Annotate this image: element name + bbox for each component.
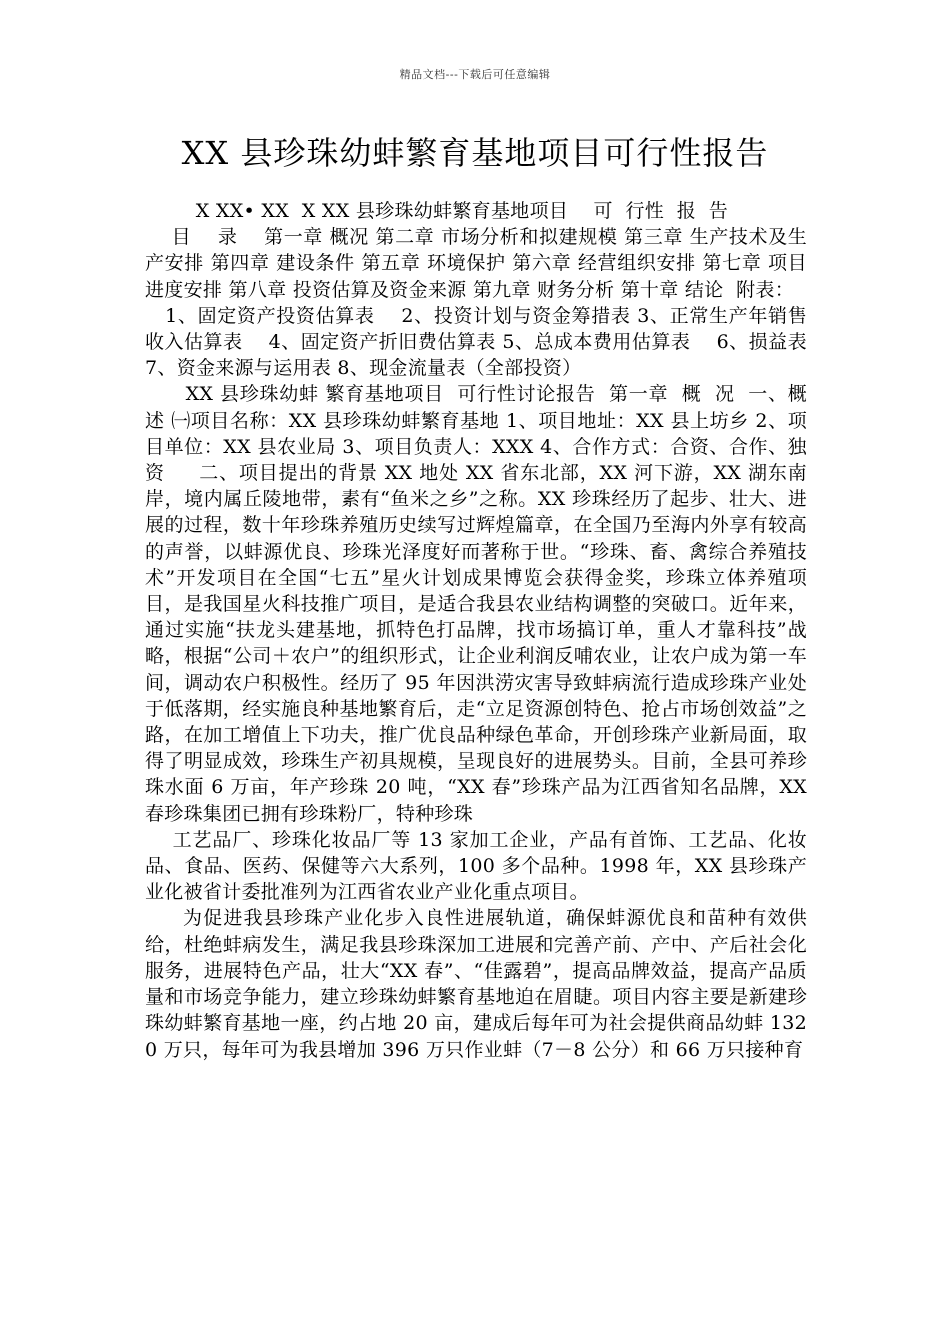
project-purpose-paragraph: 为促进我县珍珠产业化步入良性进展轨道，确保蚌源优良和苗种有效供给，杜绝蚌病发生，满足我县珍珠深加工进展和完善产前、产中、产后社会化服务，进展特色产品，壮大“XX 春”、“佳露碧”，提高品牌效益，提高产品质量和市场竞争能力，建立珍珠幼蚌繁育基地迫在眉睫。项目内容主要是新建珍珠幼蚌繁育基地一座，约占地 20 亩，建成后每年可为社会提供商品幼蚌 1320 万只，每年可为我县增加 396 万只作业蚌（7－8 公分）和 66 万只接种育 [145, 907, 807, 1061]
page-header-watermark: 精品文档---下载后可任意编辑 [399, 68, 551, 81]
document-title: XX 县珍珠幼蚌繁育基地项目可行性报告 [181, 134, 769, 172]
chapter-one-overview: XX 县珍珠幼蚌 繁育基地项目 可行性讨论报告 第一章 概 况 一、概述 ㈠项目名称：XX 县珍珠幼蚌繁育基地 1、项目地址：XX 县上坊乡 2、项目单位：XX 县农业局 3、项目负责人：XXX 4、合作方式：合资、合作、独资 二、项目提出的背景 XX 地处 XX 省东北部，XX 河下游，XX 湖东南岸，境内属丘陵地带，素有“鱼米之乡”之称。XX 珍珠经历了起步、壮大、进展的过程，数十年珍珠养殖历史续写过辉煌篇章，在全国乃至海内外享有较高的声誉，以蚌源优良、珍珠光泽度好而著称于世。“珍珠、畜、禽综合养殖技术”开发项目在全国“七五”星火计划成果博览会获得金奖，珍珠立体养殖项目，是我国星火科技推广项目，是适合我县农业结构调整的突破口。近年来，通过实施“扶龙头建基地，抓特色打品牌，找市场搞订单，重人才靠科技”战略，根据“公司＋农户”的组织形式，让企业利润反哺农业，让农户成为第一车间，调动农户积极性。经历了 95 年因洪涝灾害导致蚌病流行造成珍珠产业处于低落期，经实施良种基地繁育后，走“立足资源创特色、抢占市场创效益”之路，在加工增值上下功夫，推广优良品种绿色革命，开创珍珠产业新局面，取得了明显成效，珍珠生产初具规模，呈现良好的进展势头。目前，全县可养珍珠水面 6 万亩，年产珍珠 20 吨，“XX 春”珍珠产品为江西省知名品牌，XX 春珍珠集团已拥有珍珠粉厂，特种珍珠 [145, 383, 814, 825]
appendix-list: 1、固定资产投资估算表 2、投资计划与资金筹措表 3、正常生产年销售收入估算表 4、固定资产折旧费估算表 5、总成本费用估算表 6、损益表 7、资金来源与运用表 8、现金流量表（全部投资） [145, 304, 833, 380]
industry-paragraph: 工艺品厂、珍珠化妆品厂等 13 家加工企业，产品有首饰、工艺品、化妆品、食品、医药、保健等六大系列，100 多个品种。1998 年，XX 县珍珠产业化被省计委批准列为江西省农业产业化重点项目。 [145, 828, 807, 904]
subtitle-line: X XX• XX X XX 县珍珠幼蚌繁育基地项目 可 行性 报 告 [145, 200, 729, 222]
document-body [145, 198, 833, 1063]
table-of-contents: 目 录 第一章 概况 第二章 市场分析和拟建规模 第三章 生产技术及生产安排 第四章 建设条件 第五章 环境保护 第六章 经营组织安排 第七章 项目进度安排 第八章 投资估算及资金来源 第九章 财务分析 第十章 结论 附表： [145, 226, 807, 301]
